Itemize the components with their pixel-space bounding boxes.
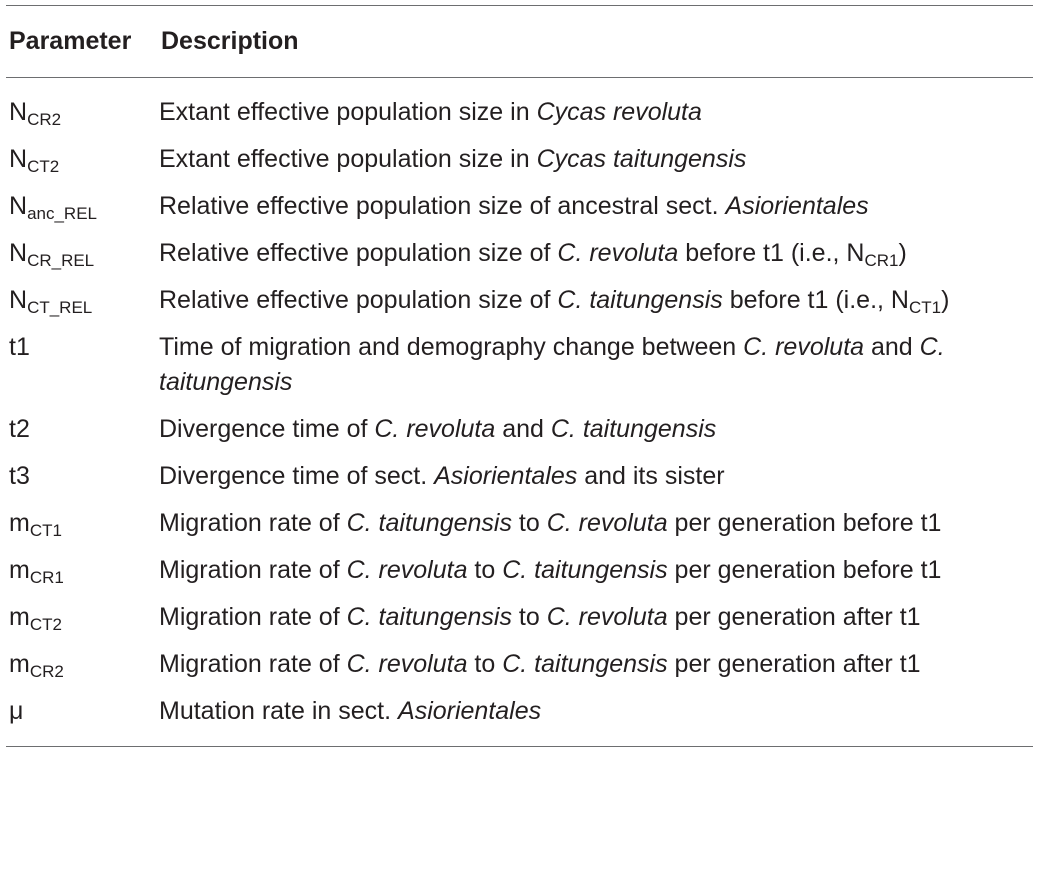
- text-run: to: [467, 556, 503, 584]
- text-run: and: [864, 333, 920, 361]
- text-run: per generation after t1: [667, 650, 921, 678]
- parameter-cell: [6, 600, 159, 635]
- table-bottom-rule: [6, 746, 1033, 747]
- parameter-cell: [6, 553, 159, 588]
- text-run: N: [9, 286, 28, 314]
- parameter-cell: [6, 189, 159, 224]
- text-run: to: [467, 650, 503, 678]
- italic-term: C. revoluta: [374, 415, 496, 443]
- parameter-cell: [6, 647, 159, 682]
- text-run: m: [9, 509, 30, 537]
- table-row: [6, 189, 1033, 224]
- table-row: [6, 95, 1033, 130]
- parameter-cell: [6, 412, 159, 447]
- description-cell: [159, 600, 1033, 635]
- table-row: [6, 600, 1033, 635]
- subscript: CT_REL: [27, 298, 93, 317]
- italic-term: C. taitungensis: [550, 415, 717, 443]
- description-cell: [159, 506, 1033, 541]
- text-run: t3: [9, 462, 30, 490]
- text-run: before t1 (i.e., N: [678, 239, 865, 267]
- italic-term: Asiorientales: [398, 697, 542, 725]
- text-run: Divergence time of sect.: [159, 462, 435, 490]
- subscript: CT2: [27, 157, 60, 176]
- text-run: to: [511, 509, 547, 537]
- parameter-cell: [6, 283, 159, 318]
- italic-term: C. taitungensis: [502, 556, 668, 584]
- table-row: [6, 459, 1033, 494]
- text-run: μ: [9, 697, 24, 725]
- italic-term: C. taitungensis: [346, 509, 512, 537]
- text-run: and its sister: [577, 462, 725, 490]
- text-run: t1: [9, 333, 30, 361]
- text-run: N: [9, 192, 28, 220]
- text-run: per generation before t1: [667, 509, 942, 537]
- description-cell: [159, 236, 1033, 271]
- table-row: [6, 694, 1033, 729]
- table-row: [6, 330, 1033, 400]
- italic-term: C. revoluta: [743, 333, 865, 361]
- description-cell: [159, 95, 1033, 130]
- table-row: [6, 412, 1033, 447]
- subscript: CR1: [29, 568, 64, 587]
- parameter-cell: [6, 459, 159, 494]
- text-run: before t1 (i.e., N: [722, 286, 909, 314]
- description-cell: [159, 553, 1033, 588]
- table-row: [6, 553, 1033, 588]
- text-run: t2: [9, 415, 30, 443]
- text-run: and: [495, 415, 551, 443]
- description-cell: [159, 330, 1033, 400]
- text-run: per generation before t1: [667, 556, 942, 584]
- text-run: N: [9, 239, 28, 267]
- description-cell: [159, 647, 1033, 682]
- parameter-table: [6, 5, 1033, 747]
- italic-term: C. revoluta: [346, 650, 468, 678]
- text-run: m: [9, 603, 30, 631]
- parameter-cell: [6, 694, 159, 729]
- subscript: anc_REL: [27, 204, 97, 223]
- table-row: [6, 283, 1033, 318]
- description-cell: [159, 694, 1033, 729]
- parameter-cell: [6, 95, 159, 130]
- description-cell: [159, 283, 1033, 318]
- subscript: CT1: [29, 521, 62, 540]
- text-run: Migration rate of: [159, 556, 347, 584]
- table-body: [6, 78, 1033, 746]
- italic-term: C. revoluta: [346, 556, 468, 584]
- text-run: Extant effective population size in: [159, 98, 537, 126]
- text-run: per generation after t1: [667, 603, 921, 631]
- subscript: CT2: [29, 615, 62, 634]
- text-run: Migration rate of: [159, 603, 347, 631]
- text-run: N: [9, 145, 28, 173]
- italic-term: Cycas revoluta: [536, 98, 702, 126]
- text-run: ): [941, 286, 950, 314]
- parameter-cell: [6, 142, 159, 177]
- header-description: Description: [161, 27, 299, 55]
- text-run: Relative effective population size of: [159, 286, 558, 314]
- text-run: m: [9, 556, 30, 584]
- italic-term: C. taitungensis: [557, 286, 723, 314]
- parameter-cell: [6, 506, 159, 541]
- text-run: Extant effective population size in: [159, 145, 537, 173]
- subscript: CR2: [29, 662, 64, 681]
- italic-term: C. taitungensis: [159, 333, 945, 396]
- table-header-row: [6, 6, 1033, 77]
- text-run: Migration rate of: [159, 650, 347, 678]
- description-cell: [159, 459, 1033, 494]
- text-run: Migration rate of: [159, 509, 347, 537]
- header-parameter: Parameter: [9, 27, 132, 55]
- text-run: Relative effective population size of: [159, 239, 558, 267]
- parameter-cell: [6, 236, 159, 271]
- table-row: [6, 236, 1033, 271]
- subscript: CR_REL: [27, 251, 95, 270]
- table-row: [6, 142, 1033, 177]
- italic-term: C. taitungensis: [502, 650, 668, 678]
- text-run: Relative effective population size of ancestral sect.: [159, 192, 726, 220]
- subscript: CT1: [908, 298, 942, 317]
- subscript: CR2: [27, 110, 62, 129]
- italic-term: C. revoluta: [546, 509, 668, 537]
- text-run: ): [898, 239, 907, 267]
- italic-term: Asiorientales: [434, 462, 578, 490]
- subscript: CR1: [864, 251, 899, 270]
- table-row: [6, 506, 1033, 541]
- description-cell: [159, 142, 1033, 177]
- italic-term: C. revoluta: [546, 603, 668, 631]
- description-cell: [159, 189, 1033, 224]
- description-cell: [159, 412, 1033, 447]
- text-run: to: [511, 603, 547, 631]
- italic-term: Asiorientales: [725, 192, 869, 220]
- text-run: Mutation rate in sect.: [159, 697, 399, 725]
- italic-term: C. taitungensis: [346, 603, 512, 631]
- table-row: [6, 647, 1033, 682]
- text-run: Time of migration and demography change between: [159, 333, 744, 361]
- italic-term: Cycas taitungensis: [536, 145, 747, 173]
- text-run: m: [9, 650, 30, 678]
- parameter-cell: [6, 330, 159, 365]
- italic-term: C. revoluta: [557, 239, 679, 267]
- text-run: N: [9, 98, 28, 126]
- text-run: Divergence time of: [159, 415, 375, 443]
